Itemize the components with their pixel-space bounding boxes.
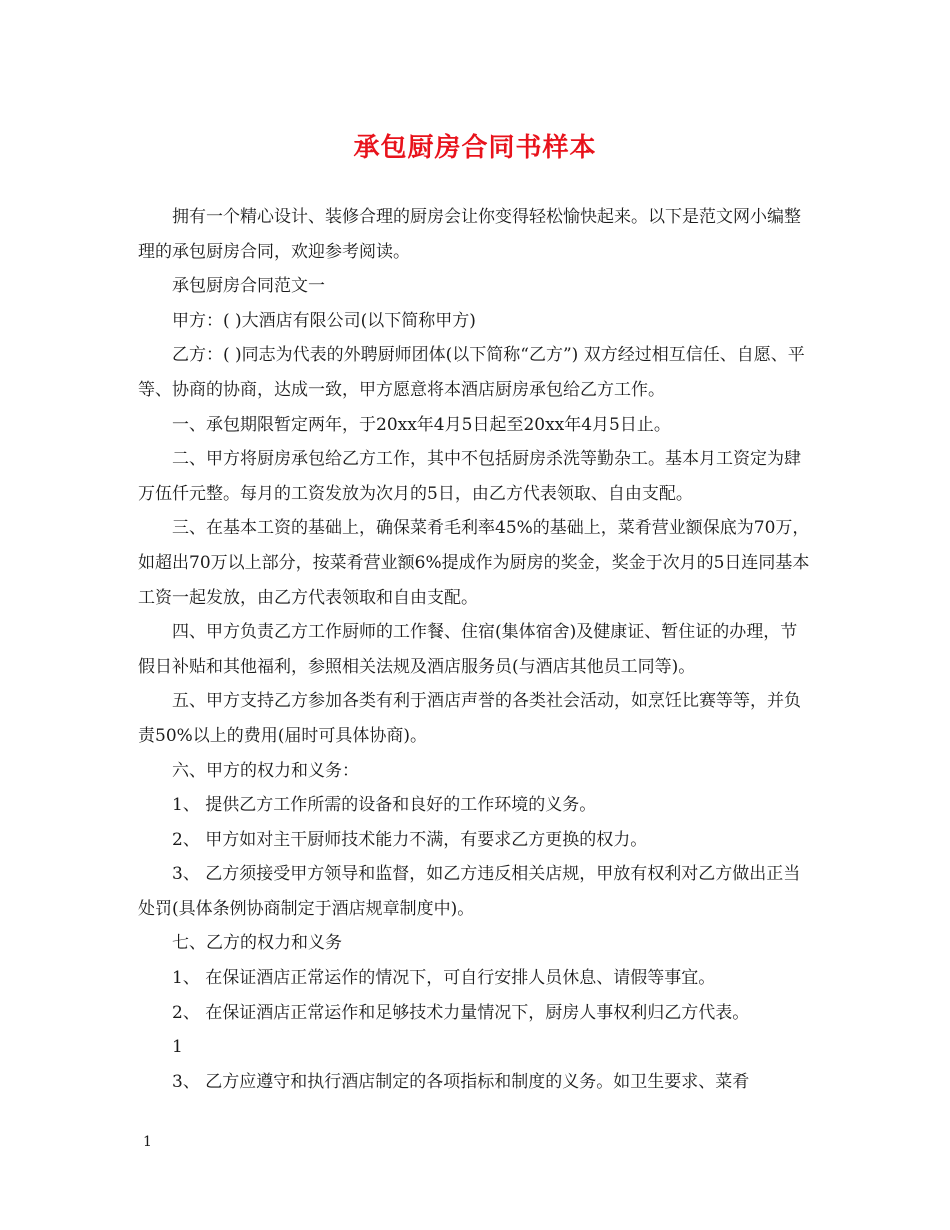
paragraph: 承包厨房合同范文一	[172, 276, 325, 297]
document-body	[138, 200, 814, 1099]
paragraph: 3、 乙方应遵守和执行酒店制定的各项指标和制度的义务。如卫生要求、菜肴	[172, 1071, 750, 1092]
paragraph: 乙方：( )同志为代表的外聘厨师团体(以下简称“乙方”) 双方经过相互信任、自愿、平等、协商的协商，达成一致，甲方愿意将本酒店厨房承包给乙方工作。	[138, 345, 805, 400]
paragraph: 二、甲方将厨房承包给乙方工作，其中不包括厨房杀洗等勤杂工。基本月工资定为肆万伍仟元整。每月的工资发放为次月的5日，由乙方代表领取、自由支配。	[138, 449, 801, 504]
page-number: 1	[143, 1134, 152, 1150]
paragraph: 一、承包期限暂定两年，于20xx年4月5日起至20xx年4月5日止。	[172, 414, 671, 435]
paragraph: 六、甲方的权力和义务：	[172, 760, 359, 781]
paragraph: 1、 提供乙方工作所需的设备和良好的工作环境的义务。	[172, 795, 597, 816]
paragraph: 1、 在保证酒店正常运作的情况下，可自行安排人员休息、请假等事宜。	[172, 968, 716, 989]
document-title: 承包厨房合同书样本	[353, 133, 597, 163]
paragraph: 2、 甲方如对主干厨师技术能力不满，有要求乙方更换的权力。	[172, 829, 648, 850]
paragraph: 七、乙方的权力和义务	[172, 933, 342, 954]
paragraph: 拥有一个精心设计、装修合理的厨房会让你变得轻松愉快起来。以下是范文网小编整理的承包厨房合同，欢迎参考阅读。	[138, 207, 801, 262]
paragraph: 三、在基本工资的基础上，确保菜肴毛利率45%的基础上，菜肴营业额保底为70万，如超出70万以上部分，按菜肴营业额6%提成作为厨房的奖金，奖金于次月的5日连同基本工资一起发放，由乙方代表领取和自由支配。	[138, 518, 810, 608]
paragraph: 2、 在保证酒店正常运作和足够技术力量情况下，厨房人事权利归乙方代表。	[172, 1002, 750, 1023]
paragraph: 甲方：( )大酒店有限公司(以下简称甲方)	[172, 310, 476, 331]
paragraph: 五、甲方支持乙方参加各类有利于酒店声誉的各类社会活动，如烹饪比赛等等，并负责50%以上的费用(届时可具体协商)。	[138, 691, 801, 746]
paragraph: 3、 乙方须接受甲方领导和监督，如乙方违反相关店规，甲放有权利对乙方做出正当处罚(具体条例协商制定于酒店规章制度中)。	[138, 864, 801, 919]
paragraph: 四、甲方负责乙方工作厨师的工作餐、住宿(集体宿舍)及健康证、暂住证的办理，节假日补贴和其他福利，参照相关法规及酒店服务员(与酒店其他员工同等)。	[138, 622, 798, 677]
inline-page-marker: 1	[172, 1037, 183, 1058]
